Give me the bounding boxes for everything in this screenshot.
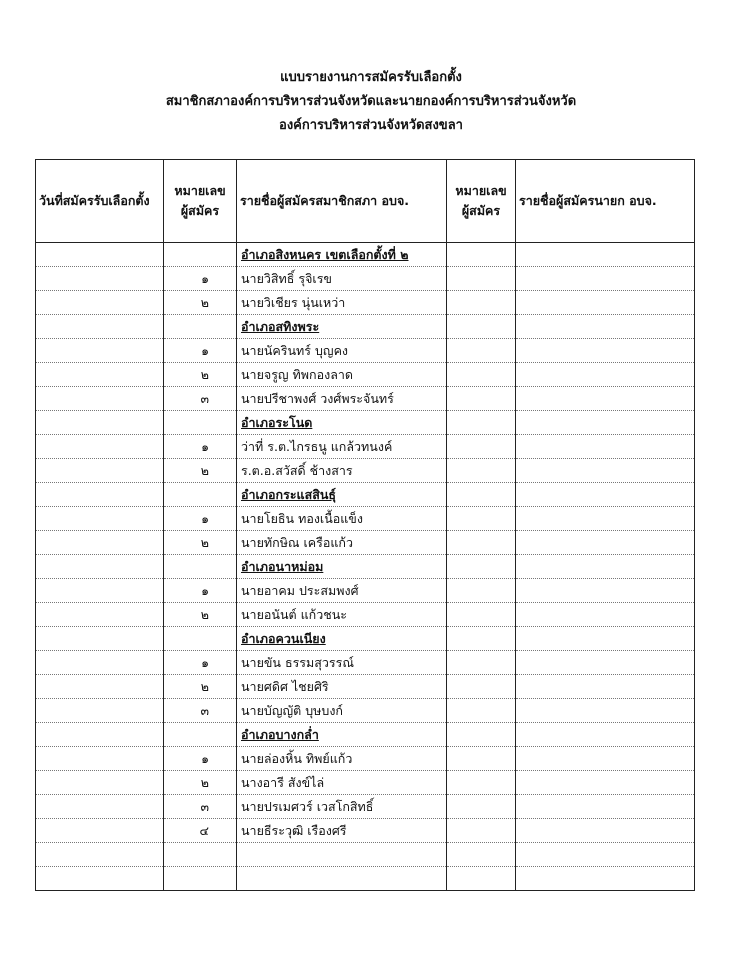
district-cell [237,627,447,651]
table-row [36,699,695,723]
candidate-table [35,159,695,891]
candidate-name: นายอนันต์ แก้วชนะ [237,603,447,627]
mayor-number-cell [447,387,516,411]
candidate-number: ๒ [164,531,237,555]
candidate-name: นายนัครินทร์ บุญคง [237,339,447,363]
date-cell [36,867,164,891]
candidate-name: นายปรเมศวร์ เวสโกสิทธิ์ [237,795,447,819]
table-row [36,531,695,555]
mayor-name-cell [516,435,695,459]
district-row [36,555,695,579]
number-cell [164,555,237,579]
date-cell [36,483,164,507]
number-cell [164,627,237,651]
district-row [36,627,695,651]
title-line-2: สมาชิกสภาองค์การบริหารส่วนจังหวัดและนายกองค์การบริหารส่วนจังหวัด [165,94,577,109]
mayor-number-cell [447,627,516,651]
mayor-number-cell [447,339,516,363]
candidate-name: ร.ต.อ.สวัสดิ์ ช้างสาร [237,459,447,483]
candidate-number: ๒ [164,771,237,795]
mayor-name-cell [516,483,695,507]
table-row [36,339,695,363]
date-cell [36,267,164,291]
table-row [36,675,695,699]
number-cell [164,723,237,747]
candidate-number: ๑ [164,747,237,771]
date-cell [36,411,164,435]
district-name: อำเภอระโนด [241,415,313,430]
candidate-name: นายปรีชาพงศ์ วงศ์พระจันทร์ [237,387,447,411]
date-cell [36,579,164,603]
district-name: อำเภอบางกล่ำ [241,727,319,742]
candidate-number: ๑ [164,435,237,459]
mayor-number-cell [447,723,516,747]
table-row [36,795,695,819]
mayor-number-cell [447,651,516,675]
candidate-number: ๒ [164,459,237,483]
table-row [36,387,695,411]
mayor-name-cell [516,507,695,531]
mayor-number-cell [447,555,516,579]
mayor-number-cell [447,411,516,435]
date-cell [36,531,164,555]
report-title [0,66,742,138]
mayor-number-cell [447,483,516,507]
date-cell [36,795,164,819]
district-cell [237,243,447,267]
mayor-number-cell [447,507,516,531]
district-cell [237,315,447,339]
date-cell [36,651,164,675]
header-number-line2: ผู้สมัคร [180,203,220,218]
mayor-number-cell [447,579,516,603]
mayor-number-cell [447,747,516,771]
candidate-number: ๑ [164,267,237,291]
number-cell [164,411,237,435]
candidate-name [237,867,447,891]
table-row [36,579,695,603]
mayor-number-cell [447,699,516,723]
header-mayor-number-line2: ผู้สมัคร [461,203,501,218]
date-cell [36,339,164,363]
candidate-number: ๒ [164,363,237,387]
header-number [164,160,237,243]
candidate-name: นายล่องหิ้น ทิพย์แก้ว [237,747,447,771]
date-cell [36,555,164,579]
date-cell [36,243,164,267]
header-council-names: รายชื่อผู้สมัครสมาชิกสภา อบจ. [237,160,447,243]
candidate-name: นายธีระวุฒิ เรืองศรี [237,819,447,843]
mayor-number-cell [447,267,516,291]
blank-row [36,867,695,891]
candidate-number: ๓ [164,387,237,411]
header-date: วันที่สมัครรับเลือกตั้ง [36,160,164,243]
mayor-name-cell [516,243,695,267]
mayor-name-cell [516,843,695,867]
district-cell [237,483,447,507]
mayor-name-cell [516,555,695,579]
mayor-name-cell [516,291,695,315]
mayor-number-cell [447,435,516,459]
candidate-name: นายขัน ธรรมสุวรรณ์ [237,651,447,675]
table-header-row [36,160,695,243]
mayor-number-cell [447,243,516,267]
district-row [36,483,695,507]
mayor-name-cell [516,771,695,795]
header-mayor-number [447,160,516,243]
district-name: อำเภอกระแสสินธุ์ [241,487,337,502]
mayor-name-cell [516,411,695,435]
mayor-name-cell [516,363,695,387]
table-row [36,459,695,483]
candidate-number: ๑ [164,339,237,363]
table-row [36,603,695,627]
mayor-number-cell [447,459,516,483]
date-cell [36,291,164,315]
mayor-number-cell [447,843,516,867]
mayor-name-cell [516,603,695,627]
mayor-name-cell [516,795,695,819]
candidate-name: นายวิเชียร นุ่นเหว่า [237,291,447,315]
mayor-name-cell [516,339,695,363]
number-cell [164,243,237,267]
mayor-number-cell [447,819,516,843]
mayor-name-cell [516,819,695,843]
date-cell [36,747,164,771]
mayor-name-cell [516,675,695,699]
number-cell [164,315,237,339]
candidate-number [164,843,237,867]
date-cell [36,315,164,339]
candidate-number: ๒ [164,675,237,699]
date-cell [36,603,164,627]
date-cell [36,627,164,651]
candidate-name: นายจรูญ ทิพกองลาด [237,363,447,387]
candidate-name: นายทักษิณ เครือแก้ว [237,531,447,555]
date-cell [36,435,164,459]
table-row [36,651,695,675]
candidate-name: นายวิสิทธิ์ รุจิเรข [237,267,447,291]
mayor-name-cell [516,579,695,603]
table-row [36,819,695,843]
mayor-number-cell [447,675,516,699]
header-mayor-names: รายชื่อผู้สมัครนายก อบจ. [516,160,695,243]
mayor-name-cell [516,531,695,555]
table-body [36,243,695,891]
candidate-name: ว่าที่ ร.ต.ไกรธนู แกล้วทนงค์ [237,435,447,459]
district-name: อำเภอสิงหนคร เขตเลือกตั้งที่ ๒ [241,247,409,262]
candidate-number: ๑ [164,651,237,675]
table-row [36,291,695,315]
mayor-number-cell [447,867,516,891]
mayor-number-cell [447,795,516,819]
table-row [36,267,695,291]
candidate-number: ๓ [164,795,237,819]
candidate-name: นายบัญญัติ บุษบงก์ [237,699,447,723]
mayor-name-cell [516,867,695,891]
title-line-1: แบบรายงานการสมัครรับเลือกตั้ง [280,70,462,85]
candidate-number: ๒ [164,291,237,315]
mayor-name-cell [516,315,695,339]
mayor-name-cell [516,387,695,411]
date-cell [36,675,164,699]
district-name: อำเภอนาหม่อม [241,559,324,574]
mayor-number-cell [447,771,516,795]
mayor-name-cell [516,723,695,747]
date-cell [36,459,164,483]
mayor-name-cell [516,699,695,723]
number-cell [164,483,237,507]
candidate-number: ๒ [164,603,237,627]
date-cell [36,723,164,747]
header-number-line1: หมายเลข [174,183,226,198]
district-row [36,243,695,267]
district-row [36,315,695,339]
district-name: อำเภอควนเนียง [241,631,326,646]
district-cell [237,723,447,747]
date-cell [36,771,164,795]
candidate-number: ๔ [164,819,237,843]
district-cell [237,555,447,579]
date-cell [36,819,164,843]
district-row [36,723,695,747]
date-cell [36,699,164,723]
candidate-number: ๑ [164,579,237,603]
candidate-name: นางอารี สังข์ไล่ [237,771,447,795]
mayor-name-cell [516,267,695,291]
candidate-number [164,867,237,891]
mayor-name-cell [516,651,695,675]
date-cell [36,387,164,411]
mayor-name-cell [516,747,695,771]
candidate-name [237,843,447,867]
mayor-name-cell [516,627,695,651]
mayor-name-cell [516,459,695,483]
district-row [36,411,695,435]
table-row [36,507,695,531]
table-row [36,771,695,795]
candidate-name: นายศดิศ ไชยศิริ [237,675,447,699]
table-row [36,435,695,459]
mayor-number-cell [447,531,516,555]
table-row [36,747,695,771]
mayor-number-cell [447,603,516,627]
mayor-number-cell [447,291,516,315]
mayor-number-cell [447,315,516,339]
date-cell [36,363,164,387]
date-cell [36,507,164,531]
header-mayor-number-line1: หมายเลข [455,183,507,198]
district-cell [237,411,447,435]
blank-row [36,843,695,867]
date-cell [36,843,164,867]
mayor-number-cell [447,363,516,387]
candidate-number: ๓ [164,699,237,723]
table-row [36,363,695,387]
candidate-number: ๑ [164,507,237,531]
candidate-name: นายอาคม ประสมพงศ์ [237,579,447,603]
title-line-3: องค์การบริหารส่วนจังหวัดสงขลา [279,118,463,133]
district-name: อำเภอสทิงพระ [241,319,320,334]
candidate-name: นายโยธิน ทองเนื้อแข็ง [237,507,447,531]
